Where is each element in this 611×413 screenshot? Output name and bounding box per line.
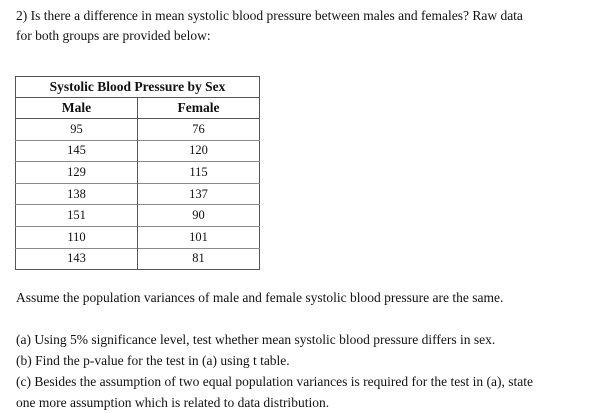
- part-c-text-line-1: (c) Besides the assumption of two equal population variances is required for the test in (a), state: [16, 374, 533, 389]
- table-header-row: [16, 98, 260, 119]
- table-title: Systolic Blood Pressure by Sex: [16, 77, 260, 98]
- male-value-cell: 110: [16, 226, 138, 248]
- column-header-male: Male: [16, 98, 138, 119]
- table-row: [16, 205, 260, 227]
- male-value-cell: 95: [16, 119, 138, 141]
- assumption-statement: Assume the population variances of male and female systolic blood pressure are the same.: [16, 290, 504, 305]
- female-value-cell: 76: [192, 121, 205, 136]
- question-intro-line-2: for both groups are provided below:: [16, 28, 211, 43]
- table-row: [16, 119, 260, 141]
- question-intro-line-1: 2) Is there a difference in mean systolic blood pressure between males and females? Raw data: [16, 8, 523, 23]
- female-value-cell: 115: [138, 162, 260, 184]
- table-row: [16, 140, 260, 162]
- blood-pressure-table: [15, 76, 260, 270]
- table-row: [16, 248, 260, 270]
- male-value-cell: 143: [16, 248, 138, 270]
- male-value-cell: 129: [16, 162, 138, 184]
- table-row: [16, 183, 260, 205]
- female-value-cell: 81: [138, 248, 260, 270]
- female-value-cell: 101: [138, 226, 260, 248]
- male-value-cell: 151: [16, 205, 138, 227]
- female-value-cell: 137: [138, 183, 260, 205]
- male-value-cell: 138: [16, 183, 138, 205]
- table-body: [16, 119, 260, 270]
- table-row: [16, 226, 260, 248]
- female-value-cell: 120: [138, 140, 260, 162]
- table-row: [16, 162, 260, 184]
- column-header-female: Female: [138, 98, 260, 119]
- part-b-text: (b) Find the p-value for the test in (a) using t table.: [16, 353, 290, 368]
- table-title-row: [16, 77, 260, 98]
- male-value-cell: 145: [16, 140, 138, 162]
- part-c-text-line-2: one more assumption which is related to data distribution.: [16, 395, 330, 410]
- part-a-text: (a) Using 5% significance level, test whether mean systolic blood pressure differs in sex.: [16, 332, 496, 347]
- female-value-cell: 90: [138, 205, 260, 227]
